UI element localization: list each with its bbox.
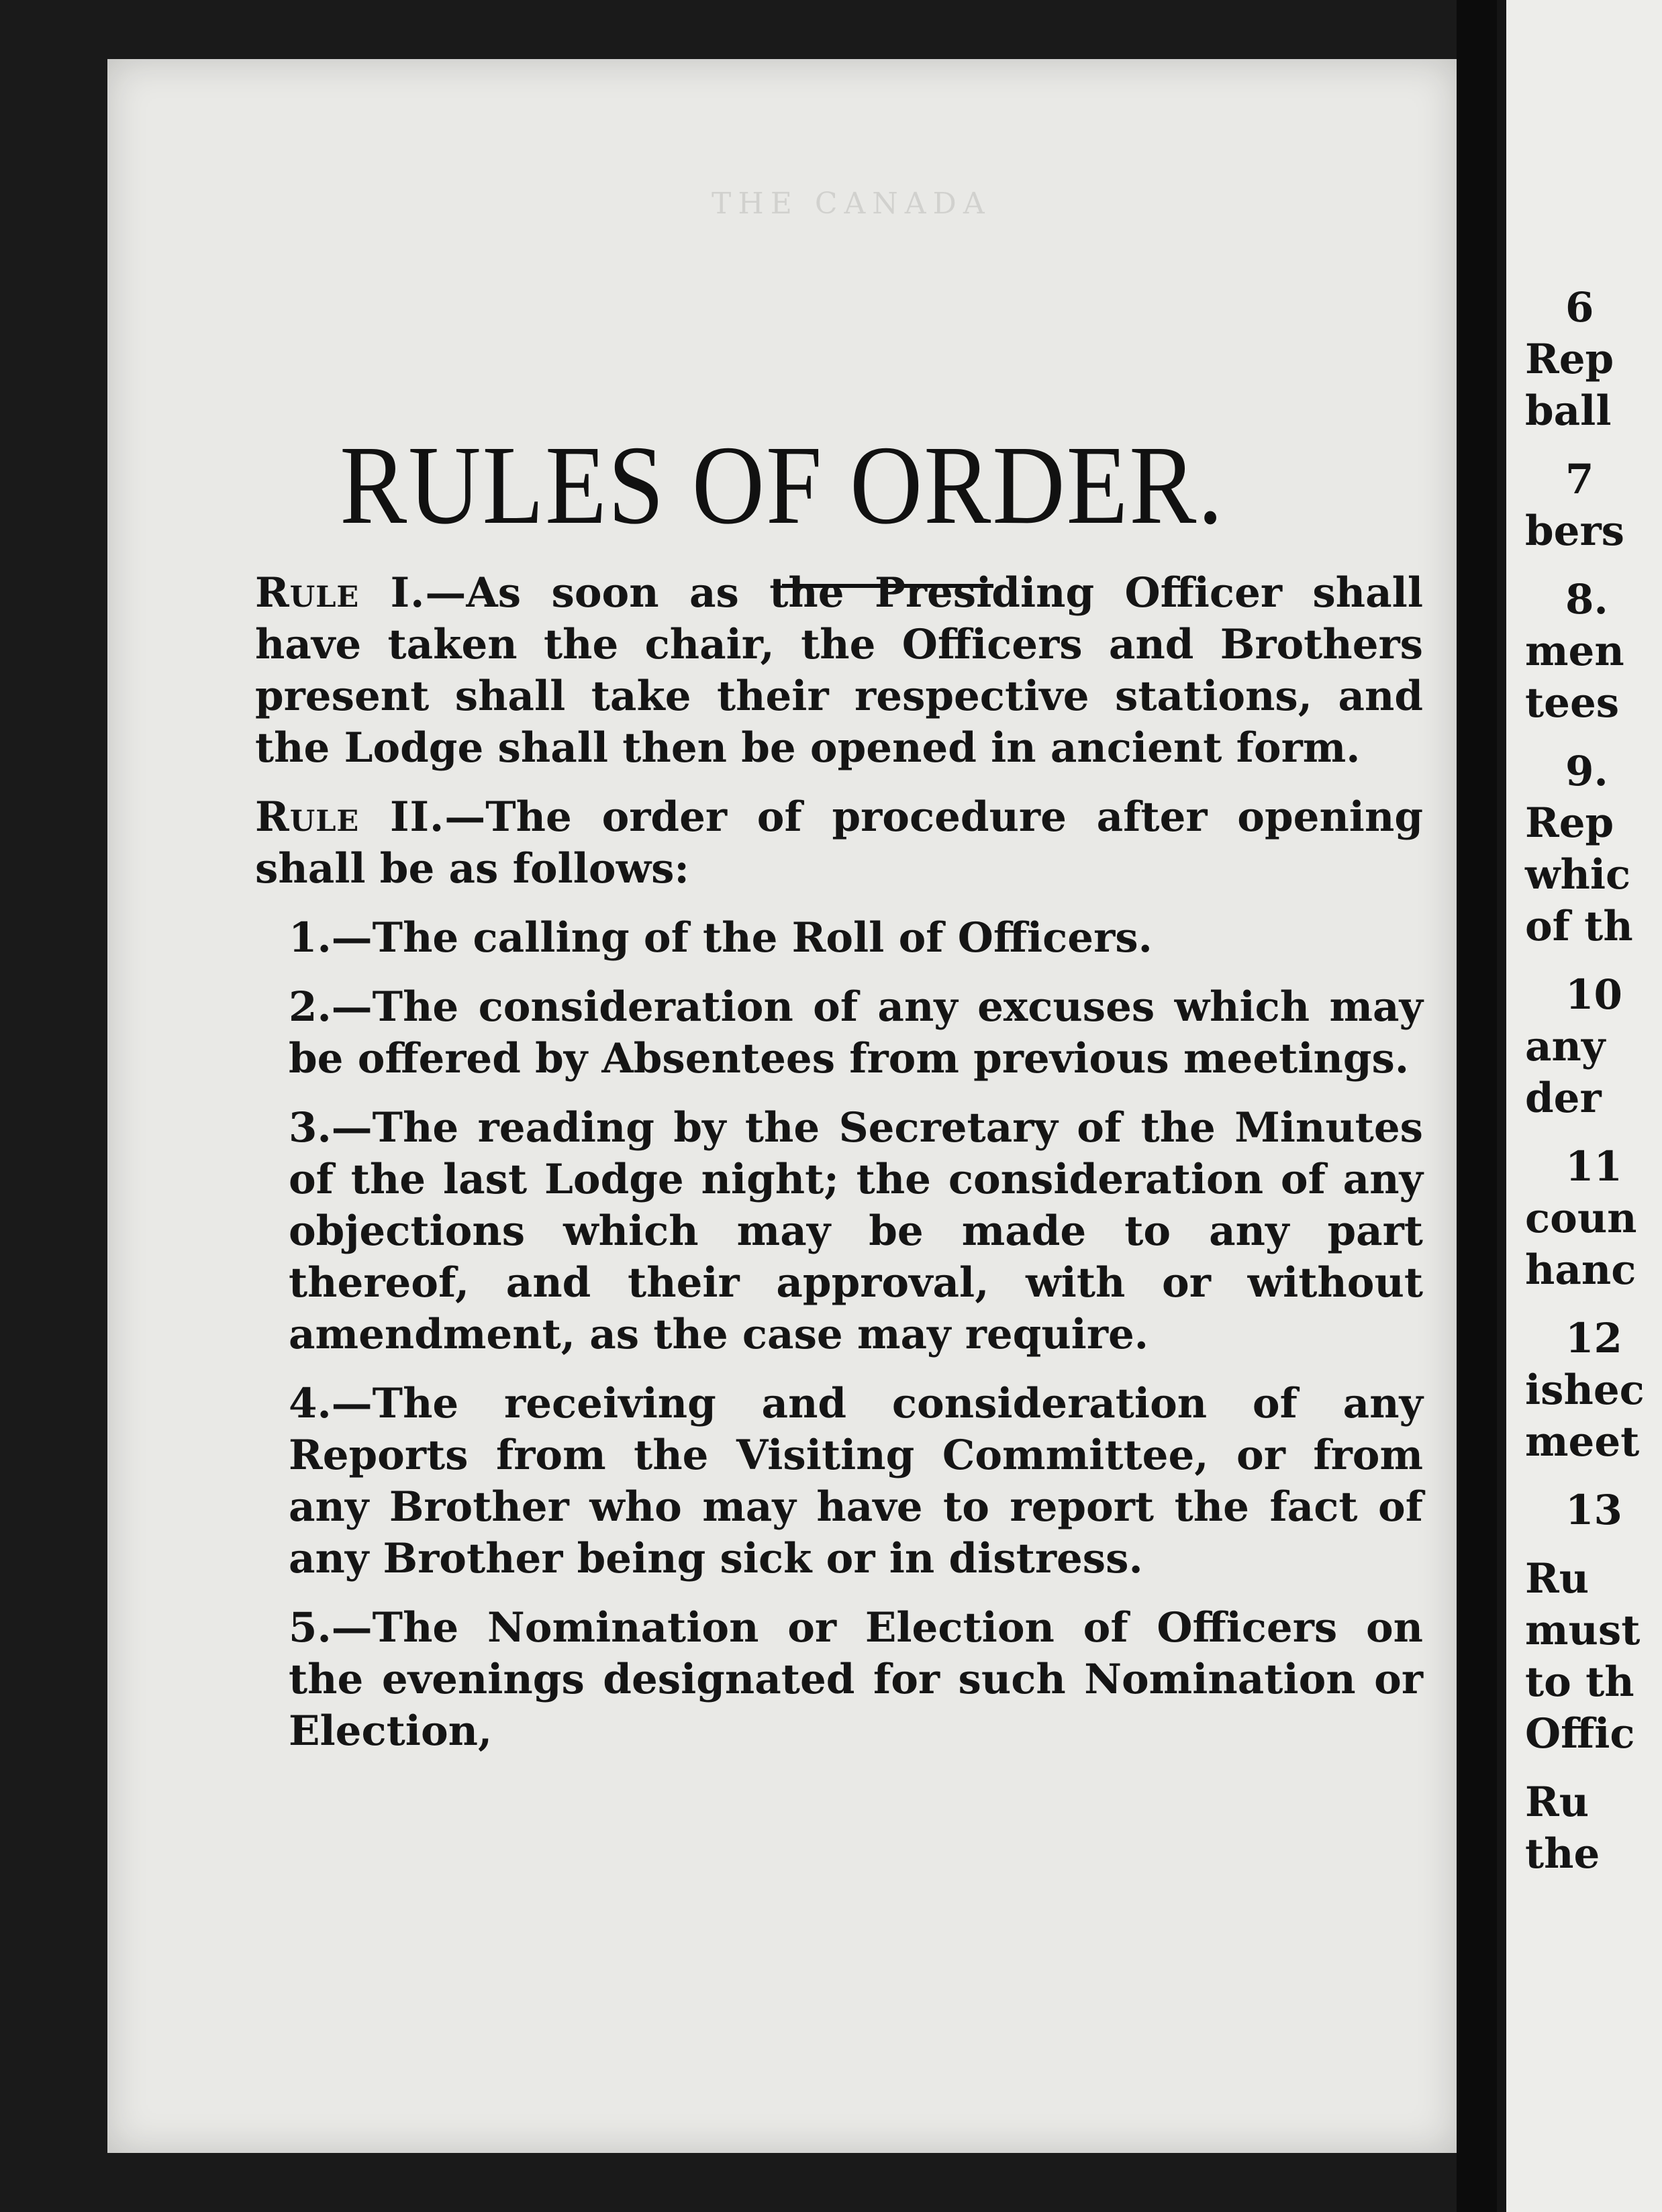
- procedure-item-4: 4.—The receiving and consideration of any Reports from the Visiting Committee, or from any Brother who may have to report the fact of any Brother being sick or in distress.: [289, 1380, 1423, 1582]
- procedure-item-1: 1.—The calling of the Roll of Officers.: [289, 914, 1153, 962]
- fragment-line: ball: [1525, 387, 1612, 435]
- line-gap: [1525, 1124, 1662, 1141]
- fragment-line: Rep: [1525, 336, 1614, 383]
- line-gap: [1525, 1296, 1662, 1313]
- book-gutter: [1457, 0, 1497, 2212]
- rule-text: —As soon as the Presiding Officer shall have taken the chair, the Officers and Brothers present shall take their respective stations, and the Lodge shall then be opened in ancient form.: [255, 569, 1423, 772]
- bleed-through-header: THE CANADA: [712, 187, 991, 221]
- fragment-line: 13: [1565, 1487, 1622, 1534]
- fragment-line: 9.: [1565, 748, 1608, 795]
- procedure-item-2: 2.—The consideration of any excuses which may be offered by Absentees from previous meetings.: [289, 983, 1423, 1083]
- fragment-line: bers: [1525, 507, 1624, 555]
- fragment-line: 6: [1565, 284, 1594, 332]
- line-gap: [1525, 952, 1662, 969]
- rule-1-paragraph: [255, 567, 1423, 774]
- procedure-item-3: 3.—The reading by the Secretary of the Minutes of the last Lodge night; the consideration of any objections which may be made to any part thereof, and their approval, with or without amendment, as the case may require.: [289, 1104, 1423, 1358]
- right-page-text: [1525, 282, 1662, 1880]
- line-gap: [1525, 557, 1662, 574]
- fragment-line: the: [1525, 1830, 1600, 1878]
- fragment-line: Offic: [1525, 1710, 1635, 1758]
- fragment-line: must: [1525, 1607, 1641, 1654]
- procedure-item-5: 5.—The Nomination or Election of Officers on the evenings designated for such Nomination or Election,: [289, 1604, 1423, 1755]
- page-edge-rule: [1497, 0, 1506, 2212]
- fragment-line: Rep: [1525, 799, 1614, 847]
- fragment-line: any: [1525, 1023, 1606, 1070]
- line-gap: [1525, 729, 1662, 746]
- fragment-line: hanc: [1525, 1246, 1636, 1294]
- rule-text: —The order of procedure after opening shall be as follows:: [255, 793, 1423, 893]
- fragment-line: whic: [1525, 851, 1631, 899]
- fragment-line: der: [1525, 1074, 1602, 1122]
- rules-text-block: [255, 567, 1423, 1774]
- fragment-line: tees: [1525, 679, 1620, 727]
- rule-label: Rule II.: [255, 793, 445, 841]
- fragment-line: coun: [1525, 1195, 1637, 1242]
- fragment-line: 12: [1565, 1315, 1622, 1362]
- fragment-line: 7: [1565, 456, 1594, 503]
- fragment-line: to th: [1525, 1658, 1634, 1706]
- fragment-line: men: [1525, 627, 1624, 675]
- fragment-line: Ru: [1525, 1555, 1590, 1603]
- fragment-line: 11: [1565, 1143, 1622, 1191]
- page-title: RULES OF ORDER.: [340, 423, 1224, 548]
- fragment-line: meet: [1525, 1418, 1640, 1466]
- rule-label: Rule I.: [255, 569, 426, 617]
- fragment-line: of th: [1525, 903, 1633, 950]
- fragment-line: 10: [1565, 971, 1622, 1019]
- line-gap: [1525, 437, 1662, 454]
- line-gap: [1525, 1760, 1662, 1776]
- rule-2-paragraph: [255, 791, 1423, 895]
- line-gap: [1525, 1536, 1662, 1553]
- line-gap: [1525, 1468, 1662, 1485]
- fragment-line: 8.: [1565, 576, 1608, 623]
- fragment-line: Ru: [1525, 1778, 1590, 1826]
- right-page-fragment: [1497, 0, 1662, 2212]
- fragment-line: ishec: [1525, 1366, 1645, 1414]
